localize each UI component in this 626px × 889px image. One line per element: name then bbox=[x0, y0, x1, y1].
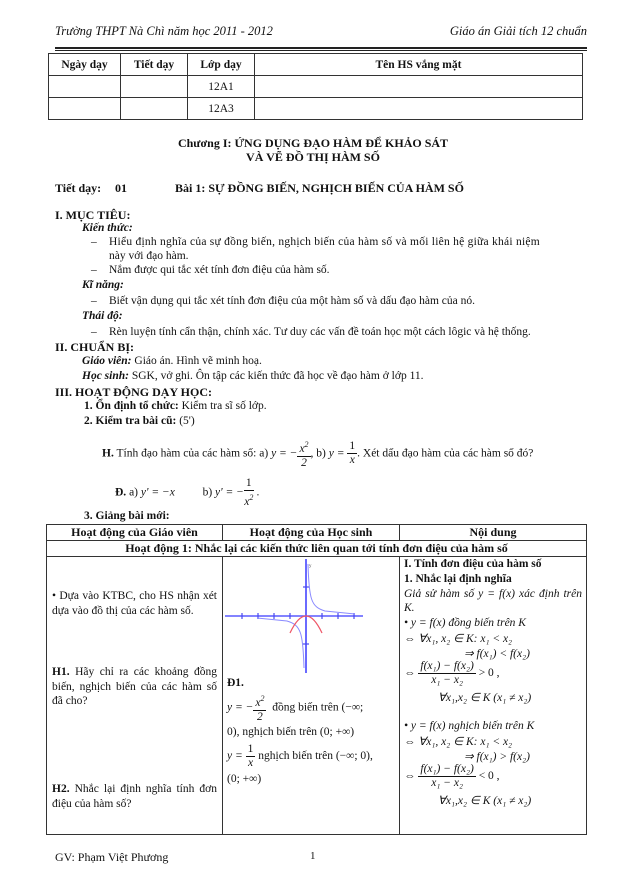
lesson-title: Bài 1: SỰ ĐỒNG BIẾN, NGHỊCH BIẾN CỦA HÀM SỐ bbox=[175, 181, 464, 195]
fraction-relation: < 0 , bbox=[478, 770, 500, 783]
teacher-text: Giáo án. Hình vẽ minh hoạ. bbox=[134, 355, 262, 367]
fraction-1-over-x: $\frac{1}{x}$ bbox=[247, 743, 254, 769]
footer-page-number: 1 bbox=[310, 850, 316, 862]
activity-1-title: Hoạt động 1: Nhắc lại các kiến thức liên quan tới tính đơn điệu của hàm số bbox=[47, 541, 587, 557]
increasing-line-2: ⇒ f(x₁) < f(x₂) bbox=[464, 648, 530, 660]
cell-date[interactable] bbox=[49, 76, 121, 98]
col-class: Lớp dạy bbox=[188, 54, 255, 76]
attendance-header-row bbox=[49, 54, 583, 76]
header-school-year: Trường THPT Nà Chì năm học 2011 - 2012 bbox=[55, 24, 273, 38]
cell-absent[interactable] bbox=[255, 98, 583, 120]
fraction-numerator: f(x₁) − f(x₂) bbox=[420, 660, 474, 672]
fraction-x2-over-2: $\frac{x^2}{2}$ bbox=[255, 694, 265, 723]
cell-period[interactable] bbox=[121, 98, 188, 120]
dash-bullet: – bbox=[91, 295, 97, 307]
knowledge-item-2 bbox=[91, 264, 330, 276]
chapter-title bbox=[0, 136, 626, 164]
skills-label: Kĩ năng: bbox=[82, 279, 124, 291]
fraction-1-over-x2: $\frac{1}{x^2}$ bbox=[244, 477, 254, 508]
cell-class: 12A1 bbox=[188, 76, 255, 98]
lesson-plan-table bbox=[46, 524, 587, 835]
answer-label: Đ. bbox=[115, 486, 127, 499]
question-text-a: Tính đạo hàm của các hàm số: a) bbox=[116, 447, 269, 460]
math-y-eq: y = − bbox=[271, 447, 298, 460]
dash-bullet: – bbox=[91, 236, 97, 248]
col-absent-students: Tên HS vắng mặt bbox=[255, 54, 583, 76]
h2-label: H2. bbox=[52, 783, 70, 795]
math-y-eq: y = bbox=[227, 750, 243, 763]
teacher-question-1 bbox=[52, 665, 217, 709]
content-section-title: I. Tính đơn điệu của hàm số bbox=[404, 558, 542, 570]
cell-period[interactable] bbox=[121, 76, 188, 98]
dash-bullet: – bbox=[91, 326, 97, 338]
d1-line-2: 0), nghịch biến trên (0; +∞) bbox=[227, 726, 355, 738]
decreasing-fraction: ⇔ $\frac{\text{f(x₁) − f(x₂)}}{\text{x₁ − x₂}}$ < 0 , bbox=[404, 763, 500, 789]
cell-class: 12A3 bbox=[188, 98, 255, 120]
knowledge-item-text: Hiểu định nghĩa của sự đồng biến, nghịch biến của hàm số và mối liên hệ giữa khái niệm bbox=[109, 236, 540, 248]
teacher-activity-cell bbox=[47, 557, 223, 835]
question-text-b: , b) bbox=[310, 447, 326, 460]
objectives-heading: I. MỤC TIÊU: bbox=[55, 208, 131, 222]
d1-line-3-text: nghịch biến trên (−∞; 0), bbox=[258, 750, 373, 763]
fraction-denominator: x₁ − x₂ bbox=[431, 674, 463, 686]
increasing-condition: ∀x₁,x₂ ∈ K (x₁ ≠ x₂) bbox=[438, 692, 532, 704]
increasing-title: • y = f(x) đồng biến trên K bbox=[404, 617, 526, 629]
teacher-preparation bbox=[82, 355, 262, 367]
table-row bbox=[47, 557, 587, 835]
answer-a-expr: y' = −x bbox=[140, 486, 175, 499]
question-label: H. bbox=[102, 447, 114, 460]
d1-line-1 bbox=[227, 692, 363, 724]
dash-bullet: – bbox=[91, 264, 97, 276]
review-question bbox=[102, 438, 533, 470]
step-2-text: (5') bbox=[179, 415, 195, 427]
attitude-label: Thái độ: bbox=[82, 310, 123, 322]
question-text-c: . Xét dấu đạo hàm của các hàm số đó? bbox=[357, 447, 534, 460]
decreasing-line-2: ⇒ f(x₁) > f(x₂) bbox=[464, 751, 530, 763]
knowledge-item-text: Nắm được qui tắc xét tính đơn điệu của hàm số. bbox=[109, 264, 330, 276]
difference-quotient bbox=[418, 763, 475, 790]
answer-a-label: a) bbox=[129, 486, 138, 499]
review-answer: Đ. a) y' = −x b) y' = − $\frac{1}{x^2}$ . bbox=[115, 477, 260, 508]
increasing-fraction: ⇔ $\frac{\text{f(x₁) − f(x₂)}}{\text{x₁ − x₂}}$ > 0 , bbox=[404, 660, 500, 686]
step-2 bbox=[84, 415, 195, 427]
answer-b-label: b) bbox=[202, 486, 213, 499]
h1-label: H1. bbox=[52, 666, 70, 678]
content-subsection-title: 1. Nhắc lại định nghĩa bbox=[404, 573, 512, 585]
student-text: SGK, vở ghi. Ôn tập các kiến thức đã học về đạo hàm ở lớp 11. bbox=[131, 370, 424, 382]
knowledge-label: Kiến thức: bbox=[82, 222, 133, 234]
teacher-intro: • Dựa vào KTBC, cho HS nhận xét dựa vào đồ thị của các hàm số. bbox=[52, 590, 217, 617]
col-period: Tiết dạy bbox=[121, 54, 188, 76]
increasing-line-1: ⇔ ∀x₁, x₂ ∈ K: x₁ < x₂ bbox=[404, 633, 513, 645]
header-divider bbox=[55, 47, 587, 51]
knowledge-item-1-cont: này với đạo hàm. bbox=[109, 250, 189, 262]
decreasing-title: • y = f(x) nghịch biến trên K bbox=[404, 720, 535, 732]
math-y-eq: y = − bbox=[227, 701, 254, 714]
teacher-question-2 bbox=[52, 782, 217, 811]
step-1 bbox=[84, 400, 267, 412]
student-activity-cell bbox=[223, 557, 400, 835]
header-course-title: Giáo án Giải tích 12 chuẩn bbox=[449, 24, 587, 38]
student-label: Học sinh: bbox=[82, 370, 129, 382]
teacher-label: Giáo viên: bbox=[82, 355, 132, 367]
step-1-label: 1. Ổn định tổ chức: bbox=[84, 400, 179, 412]
skills-item-1 bbox=[91, 295, 475, 307]
step-1-text: Kiểm tra sĩ số lớp. bbox=[181, 400, 267, 412]
student-preparation bbox=[82, 370, 424, 382]
h1-text: Hãy chỉ ra các khoảng đồng biến, nghịch biến của các hàm số đã cho? bbox=[52, 666, 218, 707]
col-content: Nội dung bbox=[400, 525, 587, 541]
cell-absent[interactable] bbox=[255, 76, 583, 98]
d1-label: Đ1. bbox=[227, 677, 244, 689]
fraction-numerator: f(x₁) − f(x₂) bbox=[420, 763, 474, 775]
lesson-header-row bbox=[47, 525, 587, 541]
period-label: Tiết dạy: bbox=[55, 181, 102, 195]
cell-date[interactable] bbox=[49, 98, 121, 120]
chapter-title-line1: Chương I: ỨNG DỤNG ĐẠO HÀM ĐỂ KHẢO SÁT bbox=[177, 136, 449, 150]
fraction-relation: > 0 , bbox=[478, 667, 500, 680]
answer-b-expr: y' = − bbox=[215, 486, 244, 499]
chapter-title-line2: VÀ VẼ ĐỒ THỊ HÀM SỐ bbox=[246, 150, 380, 164]
activities-heading: III. HOẠT ĐỘNG DẠY HỌC: bbox=[55, 385, 213, 399]
h2-text: Nhắc lại định nghĩa tính đơn điệu của hàm số? bbox=[52, 783, 217, 810]
function-graph-icon bbox=[225, 559, 363, 673]
attendance-table bbox=[48, 53, 583, 120]
skills-item-text: Biết vận dụng qui tắc xét tính đơn điệu của một hàm số và dấu đạo hàm của nó. bbox=[109, 295, 476, 307]
preparation-heading: II. CHUẨN BỊ: bbox=[55, 340, 135, 354]
svg-text:y: y bbox=[309, 564, 312, 569]
fraction-x2-over-2: $\frac{x^2}{2}$ bbox=[299, 440, 309, 469]
period-value: 01 bbox=[115, 181, 127, 195]
col-student-activity: Hoạt động của Học sinh bbox=[223, 525, 400, 541]
d1-line-1-text: đồng biến trên (−∞; bbox=[272, 701, 364, 714]
content-cell bbox=[400, 557, 587, 835]
fraction-1-over-x: $\frac{1}{x}$ bbox=[349, 440, 356, 467]
d1-line-4: (0; +∞) bbox=[227, 773, 262, 785]
attitude-item-text: Rèn luyện tính cẩn thận, chính xác. Tư duy các vấn đề toán học một cách lôgic và hệ thống. bbox=[109, 326, 531, 338]
d1-line-3 bbox=[227, 743, 373, 770]
decreasing-condition: ∀x₁,x₂ ∈ K (x₁ ≠ x₂) bbox=[438, 795, 532, 807]
step-3-label: 3. Giảng bài mới: bbox=[84, 510, 170, 522]
decreasing-line-1: ⇔ ∀x₁, x₂ ∈ K: x₁ < x₂ bbox=[404, 736, 513, 748]
footer-author: GV: Phạm Việt Phương bbox=[55, 850, 169, 864]
content-intro: Giả sử hàm số y = f(x) xác định trên K. bbox=[404, 588, 582, 614]
attitude-item-1 bbox=[91, 326, 531, 338]
knowledge-item-1 bbox=[91, 236, 540, 248]
difference-quotient bbox=[418, 660, 475, 687]
table-row bbox=[49, 98, 583, 120]
col-teacher-activity: Hoạt động của Giáo viên bbox=[47, 525, 223, 541]
col-teaching-date: Ngày dạy bbox=[49, 54, 121, 76]
activity-row bbox=[47, 541, 587, 557]
table-row bbox=[49, 76, 583, 98]
fraction-denominator: x₁ − x₂ bbox=[431, 777, 463, 789]
step-2-label: 2. Kiểm tra bài cũ: bbox=[84, 415, 177, 427]
math-y-eq: y = bbox=[328, 447, 345, 460]
